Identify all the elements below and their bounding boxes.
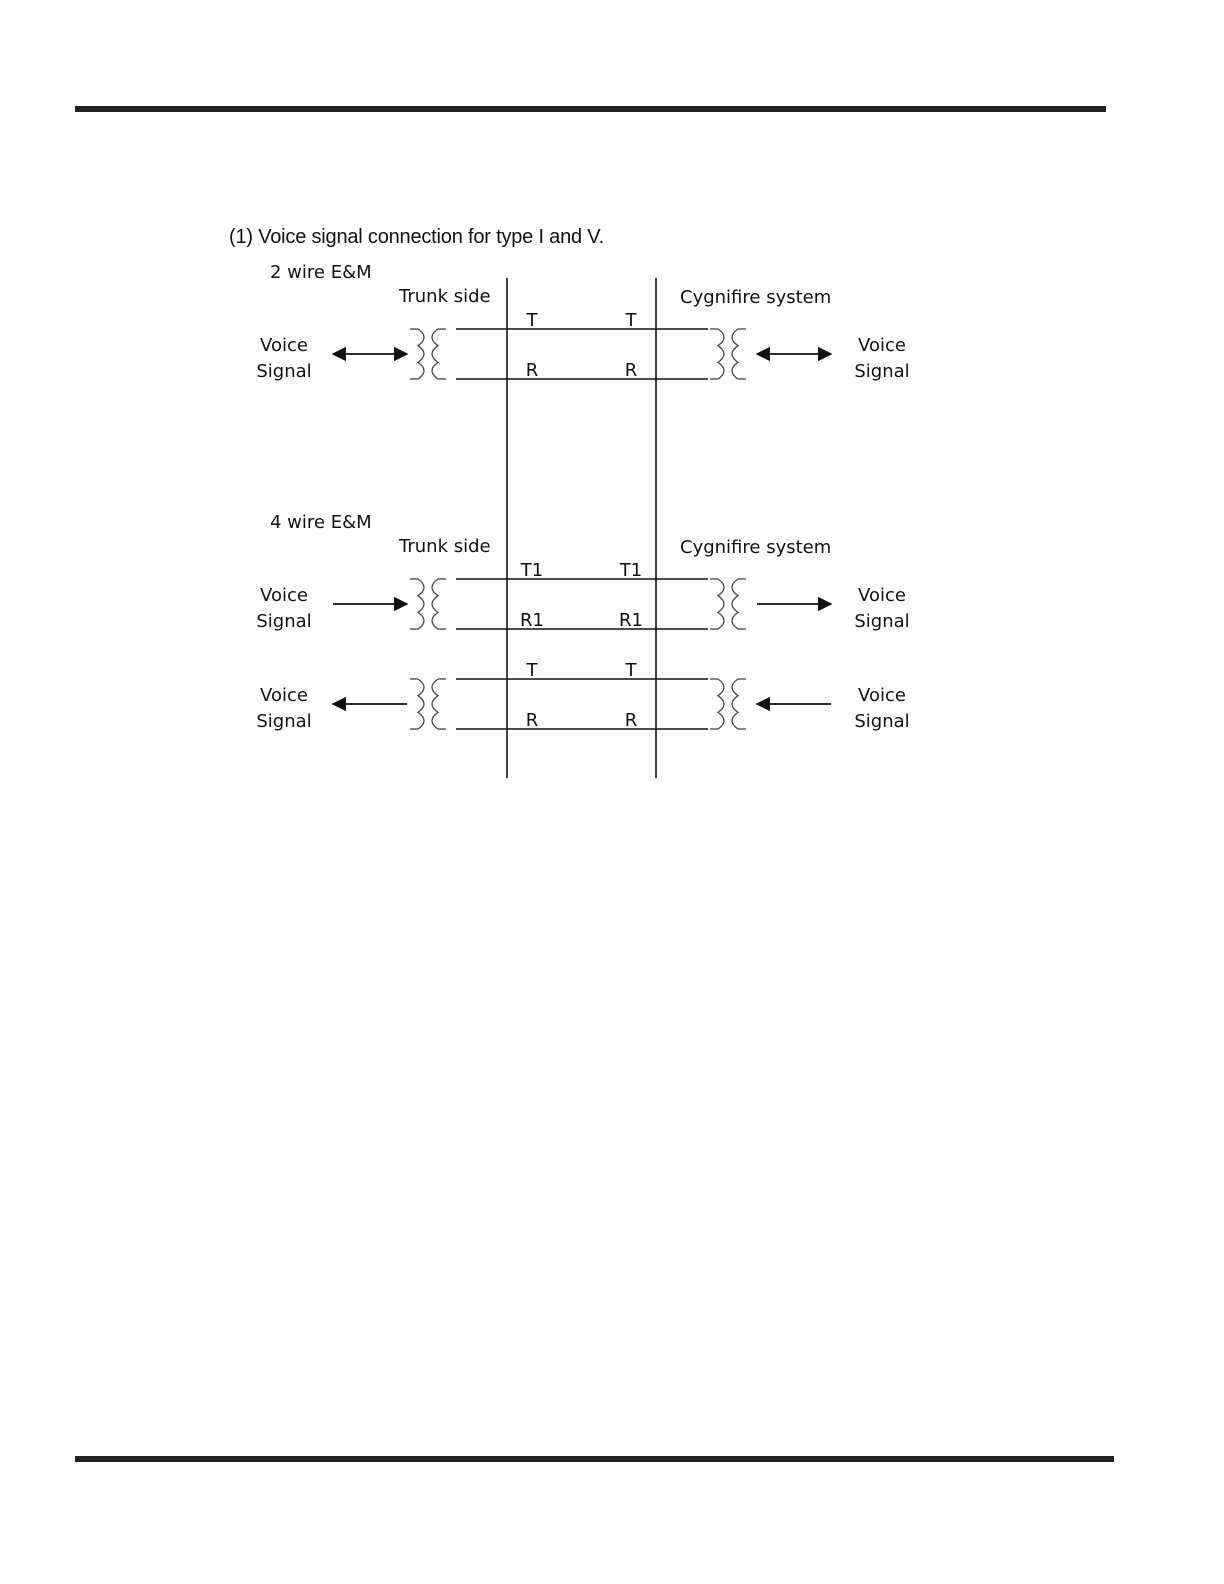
- tip-label-trunk: T: [526, 310, 538, 331]
- right-voice-label: Voice: [858, 685, 906, 706]
- left-signal-label: Signal: [256, 611, 312, 632]
- ring-label-trunk: R: [525, 710, 539, 731]
- right-voice-label: Voice: [858, 335, 906, 356]
- trunk-side-label: Trunk side: [399, 536, 491, 557]
- diagram-caption: (1) Voice signal connection for type I and V.: [229, 226, 604, 248]
- left-voice-label: Voice: [260, 585, 308, 606]
- left-signal-label: Signal: [256, 361, 312, 382]
- tip-label-system: T1: [619, 560, 643, 581]
- section-title: 2 wire E&M: [270, 262, 372, 283]
- left-voice-label: Voice: [260, 335, 308, 356]
- system-transformer-primary-coil-icon: [718, 329, 724, 379]
- system-transformer-secondary-coil-icon: [732, 679, 738, 729]
- trunk-transformer-primary-coil-icon: [418, 329, 424, 379]
- system-transformer-secondary-coil-icon: [732, 579, 738, 629]
- left-signal-label: Signal: [256, 711, 312, 732]
- ring-label-trunk: R: [525, 360, 539, 381]
- bottom-rule: [75, 1456, 1114, 1462]
- left-voice-label: Voice: [260, 685, 308, 706]
- tip-label-trunk: T1: [520, 560, 544, 581]
- trunk-transformer-secondary-coil-icon: [432, 329, 438, 379]
- cygnifire-system-label: Cygnifire system: [680, 537, 832, 558]
- ring-label-system: R1: [619, 610, 643, 631]
- section-title: 4 wire E&M: [270, 512, 372, 533]
- tip-label-system: T: [625, 310, 637, 331]
- system-transformer-secondary-coil-icon: [732, 329, 738, 379]
- trunk-side-label: Trunk side: [399, 286, 491, 307]
- trunk-transformer-secondary-coil-icon: [432, 579, 438, 629]
- trunk-transformer-primary-coil-icon: [418, 579, 424, 629]
- system-transformer-primary-coil-icon: [718, 679, 724, 729]
- right-voice-label: Voice: [858, 585, 906, 606]
- right-signal-label: Signal: [854, 361, 910, 382]
- ring-label-trunk: R1: [520, 610, 544, 631]
- trunk-transformer-secondary-coil-icon: [432, 679, 438, 729]
- right-signal-label: Signal: [854, 711, 910, 732]
- cygnifire-system-label: Cygnifire system: [680, 287, 832, 308]
- system-transformer-primary-coil-icon: [718, 579, 724, 629]
- ring-label-system: R: [624, 710, 638, 731]
- trunk-transformer-primary-coil-icon: [418, 679, 424, 729]
- ring-label-system: R: [624, 360, 638, 381]
- right-signal-label: Signal: [854, 611, 910, 632]
- tip-label-trunk: T: [526, 660, 538, 681]
- tip-label-system: T: [625, 660, 637, 681]
